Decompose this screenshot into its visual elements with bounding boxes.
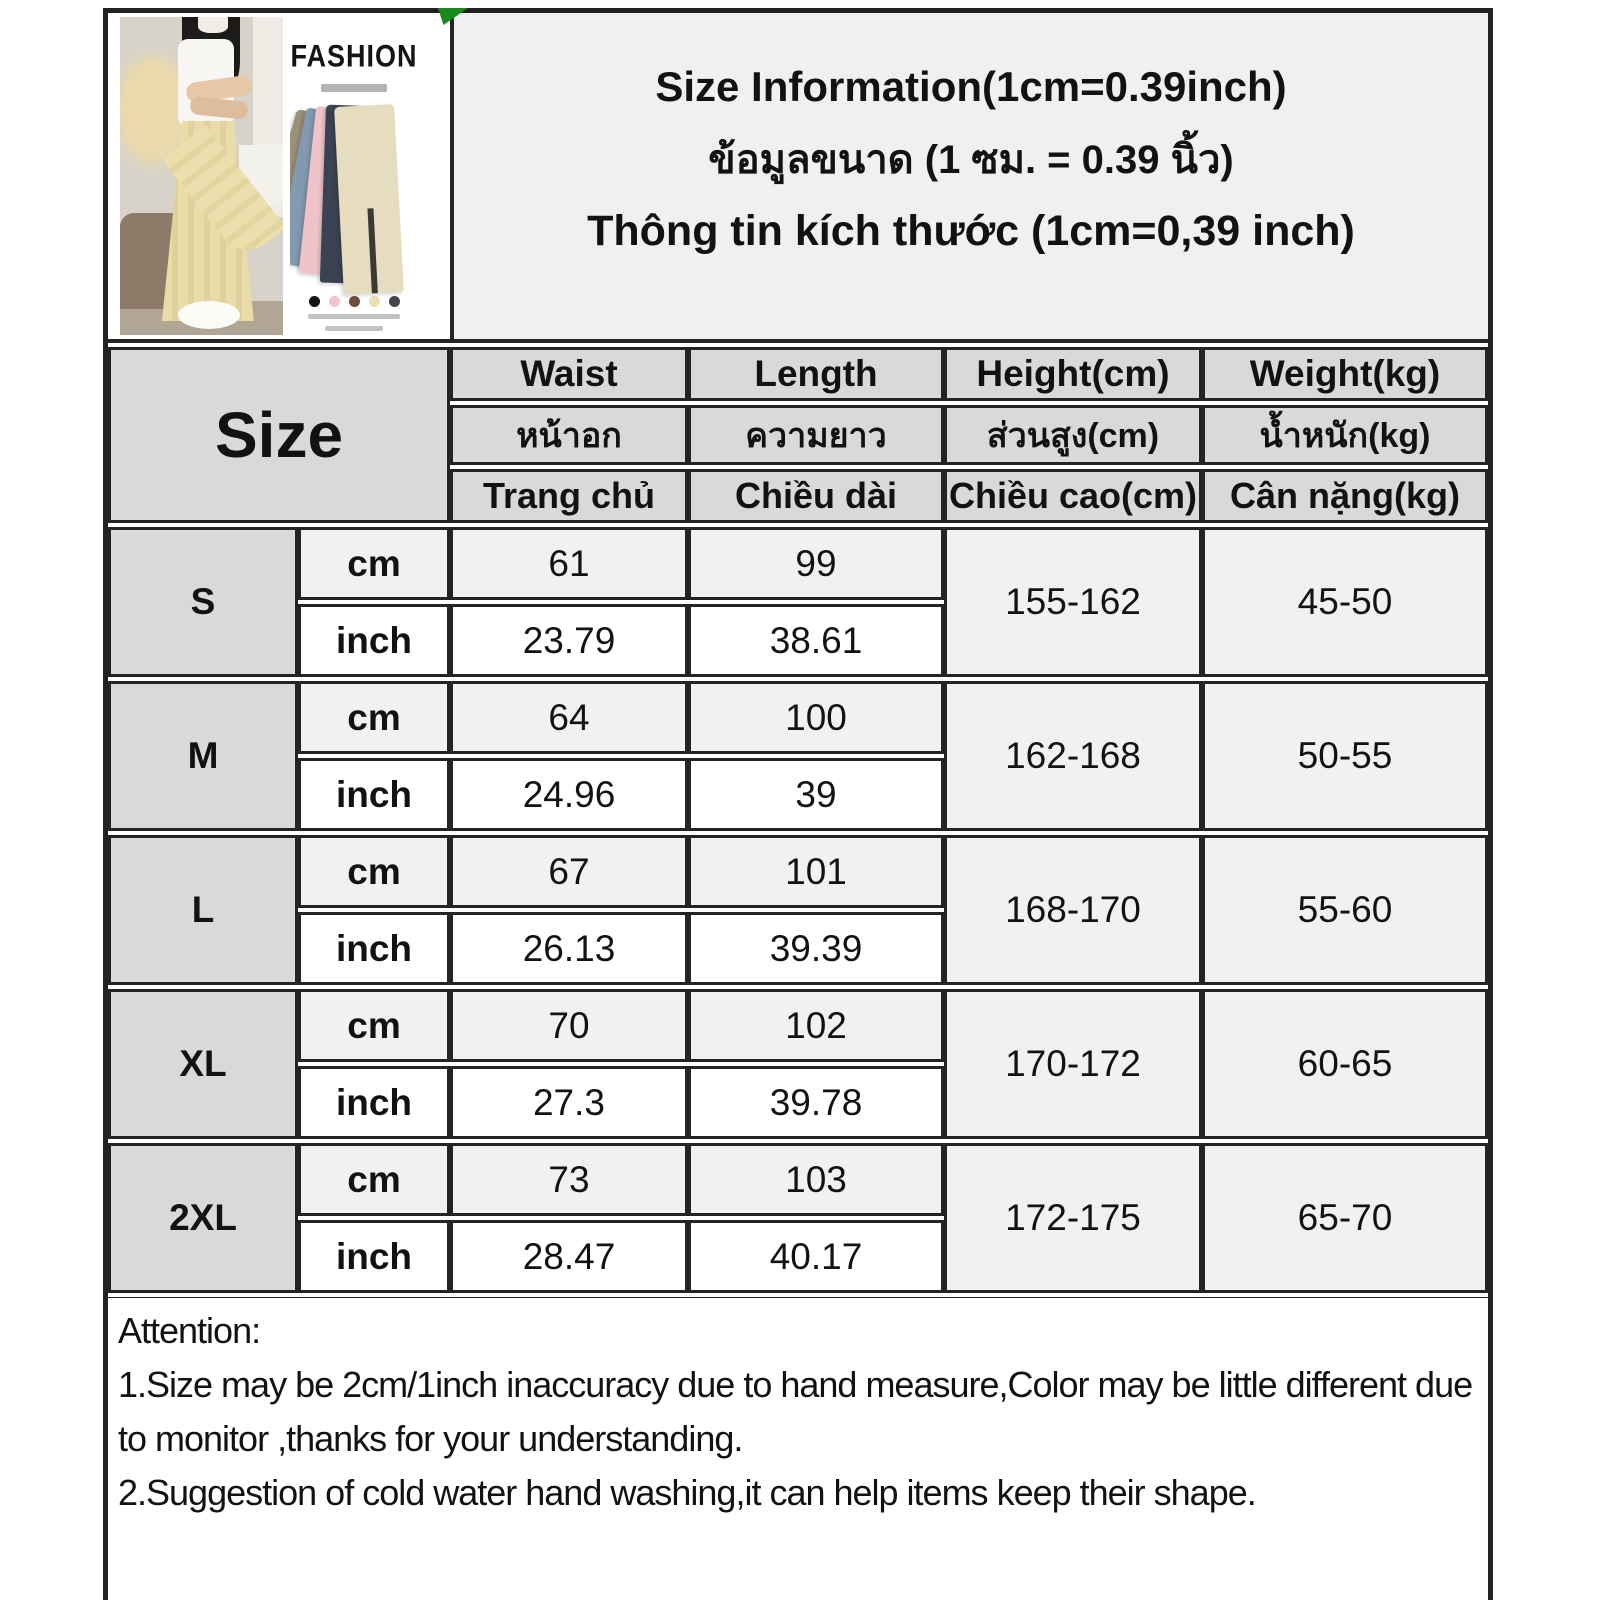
title-block [454,13,1488,339]
value-l-height: 168-170 [944,835,1202,985]
product-collage [290,17,418,335]
value-xl-waist-cm: 70 [450,989,688,1062]
value-m-waist-cm: 64 [450,681,688,754]
size-table [108,343,1488,1297]
value-l-weight: 55-60 [1202,835,1488,985]
size-chart-frame [103,8,1493,1600]
value-l-waist-inch: 26.13 [450,912,688,985]
brand-logo: FASHION [290,38,418,74]
size-label-xl: XL [108,989,298,1139]
title-vietnamese: Thông tin kích thước (1cm=0,39 inch) [587,206,1355,255]
collage-fineprint-line-1 [308,314,400,319]
col-header-height-vi: Chiều cao(cm) [944,469,1202,523]
value-s-waist-inch: 23.79 [450,604,688,677]
swatch-dot-pink [329,296,340,307]
col-header-height-en: Height(cm) [944,347,1202,401]
fan-pant-cream [334,104,404,295]
col-header-waist-en: Waist [450,347,688,401]
model-photo [120,17,283,335]
value-l-waist-cm: 67 [450,835,688,908]
size-label-2xl: 2XL [108,1143,298,1293]
value-s-length-cm: 99 [688,527,944,600]
col-header-waist-vi: Trang chủ [450,469,688,523]
size-header-cell: Size [108,347,450,523]
header-row-english [108,347,1488,401]
attention-notes [108,1297,1488,1600]
value-2xl-height: 172-175 [944,1143,1202,1293]
attention-line-1: 1.Size may be 2cm/1inch inaccuracy due to hand measure,Color may be little different due to monitor ,thanks for your understanding. [118,1364,1473,1459]
top-section [108,13,1488,343]
unit-cm: cm [298,835,450,908]
col-header-weight-vi: Cân nặng(kg) [1202,469,1488,523]
collage-caption-placeholder [321,84,387,92]
unit-inch: inch [298,604,450,677]
value-s-waist-cm: 61 [450,527,688,600]
unit-cm: cm [298,527,450,600]
value-s-height: 155-162 [944,527,1202,677]
pants-color-fan [290,102,418,292]
unit-inch: inch [298,912,450,985]
value-2xl-length-cm: 103 [688,1143,944,1216]
photo-white-shoe [178,301,240,329]
value-2xl-waist-cm: 73 [450,1143,688,1216]
value-m-weight: 50-55 [1202,681,1488,831]
value-s-weight: 45-50 [1202,527,1488,677]
size-label-l: L [108,835,298,985]
fan-pant-leg-gap [367,209,377,294]
value-xl-weight: 60-65 [1202,989,1488,1139]
attention-line-2: 2.Suggestion of cold water hand washing,it can help items keep their shape. [118,1472,1256,1513]
swatch-dot-black [309,296,320,307]
col-header-length-en: Length [688,347,944,401]
row-m-cm [108,681,1488,754]
value-m-length-cm: 100 [688,681,944,754]
photo-model-mask [198,17,228,33]
unit-cm: cm [298,1143,450,1216]
value-l-length-cm: 101 [688,835,944,908]
col-header-weight-en: Weight(kg) [1202,347,1488,401]
col-header-waist-th: หน้าอก [450,405,688,465]
value-s-length-inch: 38.61 [688,604,944,677]
size-label-m: M [108,681,298,831]
col-header-length-th: ความยาว [688,405,944,465]
color-swatch-dots [290,296,418,307]
product-photos [108,13,450,339]
collage-fineprint-line-2 [325,326,383,331]
value-xl-length-inch: 39.78 [688,1066,944,1139]
value-2xl-waist-inch: 28.47 [450,1220,688,1293]
col-header-weight-th: น้ำหนัก(kg) [1202,405,1488,465]
value-2xl-weight: 65-70 [1202,1143,1488,1293]
col-header-length-vi: Chiều dài [688,469,944,523]
unit-inch: inch [298,1220,450,1293]
photo-fluffy-bag [122,61,184,159]
row-xl-cm [108,989,1488,1062]
value-m-waist-inch: 24.96 [450,758,688,831]
swatch-dot-brown [349,296,360,307]
attention-title: Attention: [118,1310,261,1351]
title-english: Size Information(1cm=0.39inch) [655,62,1287,110]
unit-cm: cm [298,989,450,1062]
col-header-height-th: ส่วนสูง(cm) [944,405,1202,465]
value-m-height: 162-168 [944,681,1202,831]
value-xl-height: 170-172 [944,989,1202,1139]
row-2xl-cm [108,1143,1488,1216]
value-xl-length-cm: 102 [688,989,944,1062]
row-s-cm [108,527,1488,600]
unit-inch: inch [298,758,450,831]
row-l-cm [108,835,1488,908]
size-label-s: S [108,527,298,677]
unit-inch: inch [298,1066,450,1139]
value-2xl-length-inch: 40.17 [688,1220,944,1293]
title-thai: ข้อมูลขนาด (1 ซม. = 0.39 นิ้ว) [708,137,1234,182]
swatch-dot-gray [389,296,400,307]
value-l-length-inch: 39.39 [688,912,944,985]
unit-cm: cm [298,681,450,754]
value-m-length-inch: 39 [688,758,944,831]
value-xl-waist-inch: 27.3 [450,1066,688,1139]
swatch-dot-cream [369,296,380,307]
